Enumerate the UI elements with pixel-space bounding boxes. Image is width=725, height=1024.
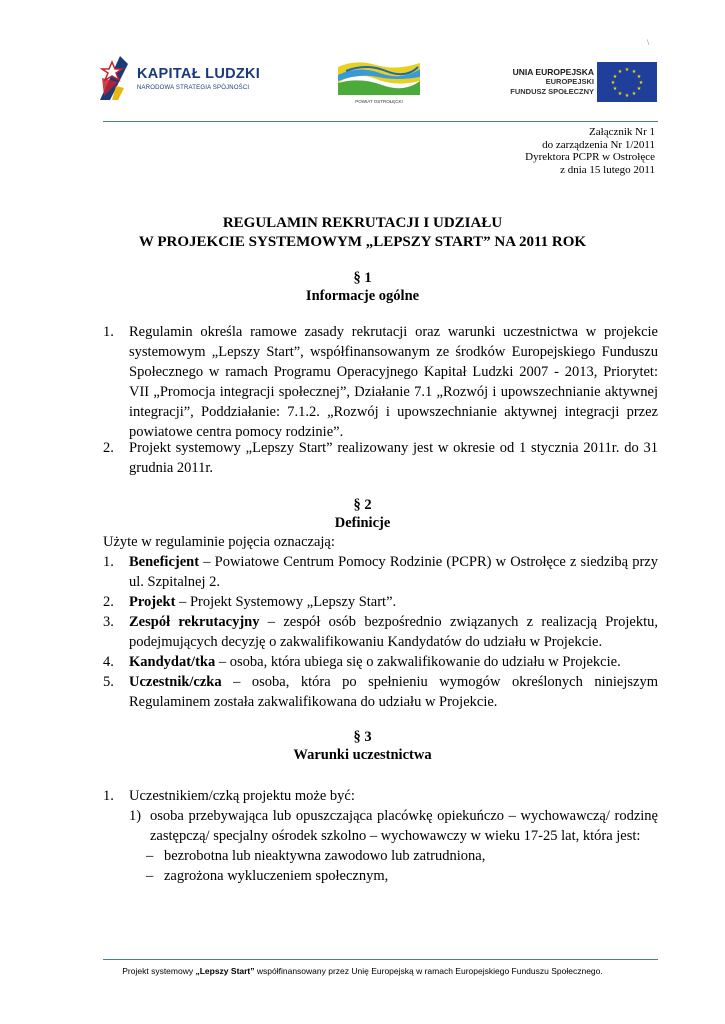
powiat-ostrolecki-logo-icon xyxy=(336,57,422,105)
footer-text xyxy=(0,966,725,976)
s2-item-5-term: Uczestnik/czka xyxy=(129,674,222,690)
kapital-ludzki-title: KAPITAŁ LUDZKI xyxy=(137,66,261,82)
s1-item-2-text: Projekt systemowy „Lepszy Start” realizowany jest w okresie od 1 stycznia 2011r. do 31 grudnia 2011r. xyxy=(129,440,658,476)
annex-line2: do zarządzenia Nr 1/2011 xyxy=(542,138,655,151)
section1-sign: § 1 xyxy=(353,270,372,286)
document-title xyxy=(0,214,725,252)
section1-header xyxy=(0,269,725,305)
footer-post: współfinansowany przez Unię Europejską w ramach Europejskiego Funduszu Społecznego. xyxy=(254,966,603,976)
s3-item-1-text: Uczestnikiem/czką projektu może być: xyxy=(129,788,355,804)
s2-item-1-text: – Powiatowe Centrum Pomocy Rodzinie (PCPR) w Ostrołęce z siedzibą przy ul. Szpitalnej 2. xyxy=(129,554,658,590)
svg-text:★: ★ xyxy=(636,74,642,80)
s2-item-1 xyxy=(103,552,658,592)
s2-item-4 xyxy=(103,652,658,672)
title-line2: W PROJEKCIE SYSTEMOWYM „LEPSZY START” NA 2011 ROK xyxy=(138,234,587,250)
dash-bullet: – xyxy=(146,848,154,864)
s3-sub-1 xyxy=(129,806,658,846)
svg-text:★: ★ xyxy=(624,93,630,99)
svg-text:★: ★ xyxy=(617,69,623,75)
s3-sub-1-text: osoba przebywająca lub opuszczająca placówkę opiekuńczo – wychowawczą/ rodzinę zastępczą/ specjalny ośrodek szkolno – wychowawczy w wieku 17-25 lat, która jest: xyxy=(150,808,658,844)
s3-item-1-num: 1. xyxy=(103,788,114,804)
s2-item-2 xyxy=(103,592,658,612)
svg-text:★: ★ xyxy=(610,80,616,86)
s3-sub-1-num: 1) xyxy=(129,808,142,824)
s2-item-3-num: 3. xyxy=(103,614,114,630)
powiat-caption: POWIAT OSTROŁĘCKI xyxy=(355,99,403,104)
section3-heading: Warunki uczestnictwa xyxy=(293,747,432,763)
svg-text:★: ★ xyxy=(636,86,642,92)
s2-item-5-text: – osoba, która po spełnieniu wymogów określonych niniejszym Regulaminem została zakwalifikowana do udziału w Projekcie. xyxy=(129,674,658,710)
eu-text-block xyxy=(510,67,594,97)
svg-text:★: ★ xyxy=(617,91,623,97)
kapital-ludzki-logo-icon xyxy=(98,56,130,100)
s2-item-2-num: 2. xyxy=(103,594,114,610)
s1-item-2-num: 2. xyxy=(103,440,114,456)
s1-item-2 xyxy=(103,438,658,478)
svg-text:★: ★ xyxy=(631,91,637,97)
annex-line4: z dnia 15 lutego 2011 xyxy=(560,163,655,176)
section1-heading: Informacje ogólne xyxy=(305,288,420,304)
annex-line1: Załącznik Nr 1 xyxy=(589,126,655,138)
svg-text:★: ★ xyxy=(631,69,637,75)
s2-item-5 xyxy=(103,672,658,712)
kapital-ludzki-subtitle: NARODOWA STRATEGIA SPÓJNOŚCI xyxy=(137,85,250,91)
annex-line3: Dyrektora PCPR w Ostrołęce xyxy=(525,151,655,163)
header-divider xyxy=(103,121,658,122)
s1-item-1-text: Regulamin określa ramowe zasady rekrutacji oraz warunki uczestnictwa w projekcie systemowym „Lepszy Start”, współfinansowanym ze środków Europejskiego Funduszu Społecznego w ramach Programu Operacyjnego Kapitał Ludzki 2007 - 2013, Priorytet: VII „Promocja integracji społecznej”, Działanie 7.1 „Rozwój i upowszechnianie aktywnej integracji”, Poddziałanie: 7.1.2. „Rozwój i upowszechnianie aktywnej integracji przez powiatowe centra pomocy rodzinie”. xyxy=(129,324,658,440)
eu-flag-icon xyxy=(597,62,657,102)
svg-text:★: ★ xyxy=(612,74,618,80)
s2-intro: Użyte w regulaminie pojęcia oznaczają: xyxy=(103,534,335,550)
corner-mark: \ xyxy=(647,38,650,47)
s2-item-4-num: 4. xyxy=(103,654,114,670)
s2-item-4-term: Kandydat/tka xyxy=(129,654,216,670)
s3-dash-1-text: bezrobotna lub nieaktywna zawodowo lub zatrudniona, xyxy=(164,848,486,864)
section3-sign: § 3 xyxy=(353,729,372,745)
dash-bullet: – xyxy=(146,868,154,884)
s3-dash-1 xyxy=(146,846,485,866)
s3-dash-2-text: zagrożona wykluczeniem społecznym, xyxy=(164,868,389,884)
s1-item-1-num: 1. xyxy=(103,324,114,340)
s2-item-2-term: Projekt xyxy=(129,594,176,610)
section2-sign: § 2 xyxy=(353,497,372,513)
s3-dash-2 xyxy=(146,866,388,886)
annex-block xyxy=(525,126,655,176)
svg-text:★: ★ xyxy=(624,67,630,73)
s3-item-1 xyxy=(103,786,658,806)
s2-item-1-num: 1. xyxy=(103,554,114,570)
footer-divider xyxy=(103,959,658,960)
section3-header xyxy=(0,728,725,764)
section2-header xyxy=(0,496,725,532)
title-line1: REGULAMIN REKRUTACJI I UDZIAŁU xyxy=(222,215,503,231)
eu-line2: EUROPEJSKI xyxy=(545,77,594,86)
s2-item-3-text: – zespół osób bezpośrednio związanych z realizacją Projektu, podejmujących decyzję o zakwalifikowaniu Kandydatów do udziału w Projekcie. xyxy=(129,614,658,650)
svg-text:★: ★ xyxy=(638,80,644,86)
eu-line3: FUNDUSZ SPOŁECZNY xyxy=(510,87,594,96)
s2-item-4-text: – osoba, która ubiega się o zakwalifikowanie do udziału w Projekcie. xyxy=(215,654,621,670)
s2-item-1-term: Beneficjent xyxy=(129,554,200,570)
s2-item-5-num: 5. xyxy=(103,674,114,690)
svg-text:★: ★ xyxy=(612,86,618,92)
s2-item-2-text: – Projekt Systemowy „Lepszy Start”. xyxy=(175,594,397,610)
eu-line1: UNIA EUROPEJSKA xyxy=(512,67,594,77)
s2-item-3 xyxy=(103,612,658,652)
footer-project-name: „Lepszy Start” xyxy=(195,966,255,976)
footer-pre: Projekt systemowy xyxy=(122,966,196,976)
s1-item-1 xyxy=(103,322,658,442)
s2-item-3-term: Zespół rekrutacyjny xyxy=(129,614,260,630)
section2-heading: Definicje xyxy=(334,515,391,531)
